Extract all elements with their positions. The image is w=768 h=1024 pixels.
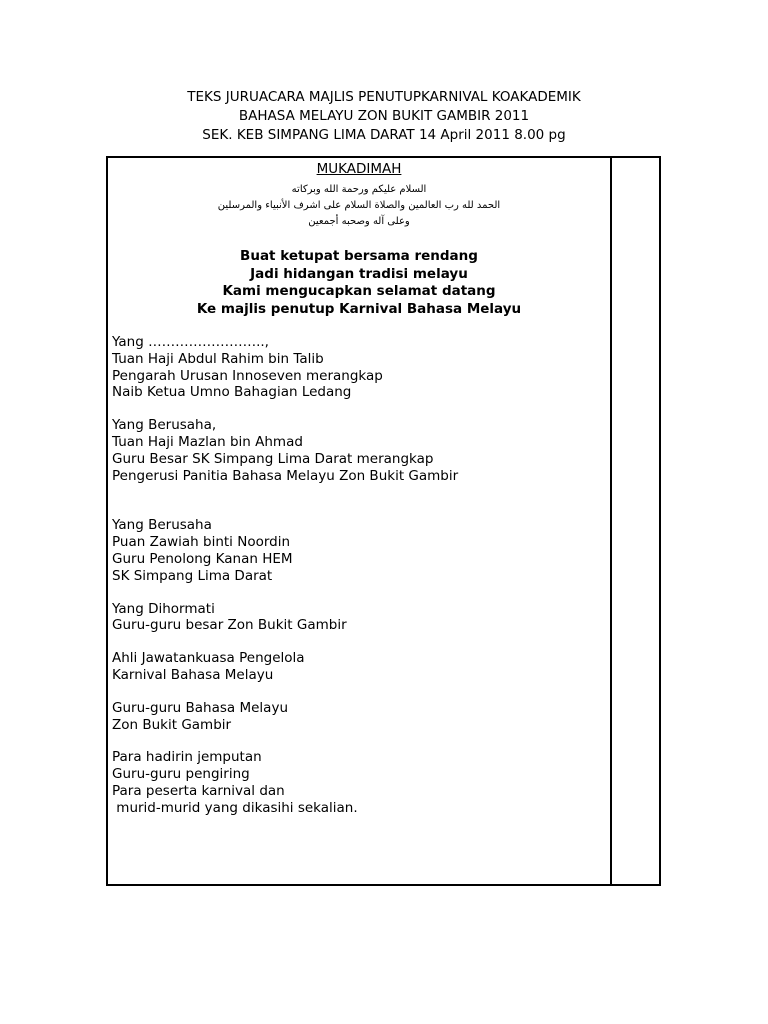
greeting-group <box>112 517 606 584</box>
pantun-verse <box>108 248 610 318</box>
section-title: MUKADIMAH <box>316 161 402 177</box>
greeting-line: Yang Berusaha, <box>112 417 217 434</box>
arabic-line: وعلى آله وصحبه أجمعين <box>308 216 410 227</box>
header-line-1: TEKS JURUACARA MAJLIS PENUTUPKARNIVAL KOAKADEMIK <box>187 89 581 105</box>
greeting-line: Tuan Haji Abdul Rahim bin Talib <box>112 350 324 367</box>
table-column-divider <box>610 156 612 886</box>
greeting-line: Guru Penolong Kanan HEM <box>112 550 293 567</box>
greeting-group <box>112 334 606 401</box>
greeting-line: Para hadirin jemputan <box>112 749 262 766</box>
greeting-line: Yang …………………….., <box>112 334 269 350</box>
document-header <box>0 88 768 145</box>
greeting-line: Tuan Haji Mazlan bin Ahmad <box>112 433 303 450</box>
greeting-line: Naib Ketua Umno Bahagian Ledang <box>112 384 352 401</box>
greeting-line: Pengarah Urusan Innoseven merangkap <box>112 367 383 384</box>
greeting-line: Guru-guru besar Zon Bukit Gambir <box>112 617 347 634</box>
greeting-group <box>112 700 606 734</box>
greeting-line: Para peserta karnival dan <box>112 782 285 799</box>
greeting-line: Yang Berusaha <box>112 517 212 534</box>
greeting-line: Karnival Bahasa Melayu <box>112 666 274 683</box>
pantun-line: Kami mengucapkan selamat datang <box>222 283 496 299</box>
header-line-2: BAHASA MELAYU ZON BUKIT GAMBIR 2011 <box>238 108 530 124</box>
greeting-line: Puan Zawiah binti Noordin <box>112 534 291 551</box>
header-line-3: SEK. KEB SIMPANG LIMA DARAT 14 April 2011 8.00 pg <box>202 127 566 143</box>
pantun-line: Jadi hidangan tradisi melayu <box>250 265 468 282</box>
greeting-group <box>112 749 606 816</box>
script-main-cell <box>108 158 610 884</box>
arabic-line: السلام عليكم ورحمة الله وبركاته <box>291 184 427 195</box>
greeting-group <box>112 417 606 484</box>
arabic-line: الحمد لله رب العالمين والصلاة السلام على اشرف الأنبياء والمرسلين <box>217 200 501 211</box>
greeting-line: Pengerusi Panitia Bahasa Melayu Zon Bukit Gambir <box>112 467 459 484</box>
greeting-line: Zon Bukit Gambir <box>112 716 232 733</box>
greeting-line: SK Simpang Lima Darat <box>112 567 273 584</box>
arabic-opening <box>108 182 610 230</box>
greeting-line: Guru Besar SK Simpang Lima Darat merangkap <box>112 450 434 467</box>
greetings-list <box>112 334 606 833</box>
pantun-line: Ke majlis penutup Karnival Bahasa Melayu <box>196 300 522 317</box>
greeting-line: Guru-guru Bahasa Melayu <box>112 699 289 716</box>
greeting-line: murid-murid yang dikasihi sekalian. <box>112 799 358 816</box>
greeting-line: Ahli Jawatankuasa Pengelola <box>112 650 305 667</box>
pantun-line: Buat ketupat bersama rendang <box>240 248 478 264</box>
greeting-line: Guru-guru pengiring <box>112 766 250 783</box>
greeting-group <box>112 650 606 684</box>
greeting-line: Yang Dihormati <box>112 600 215 617</box>
greeting-group <box>112 601 606 635</box>
